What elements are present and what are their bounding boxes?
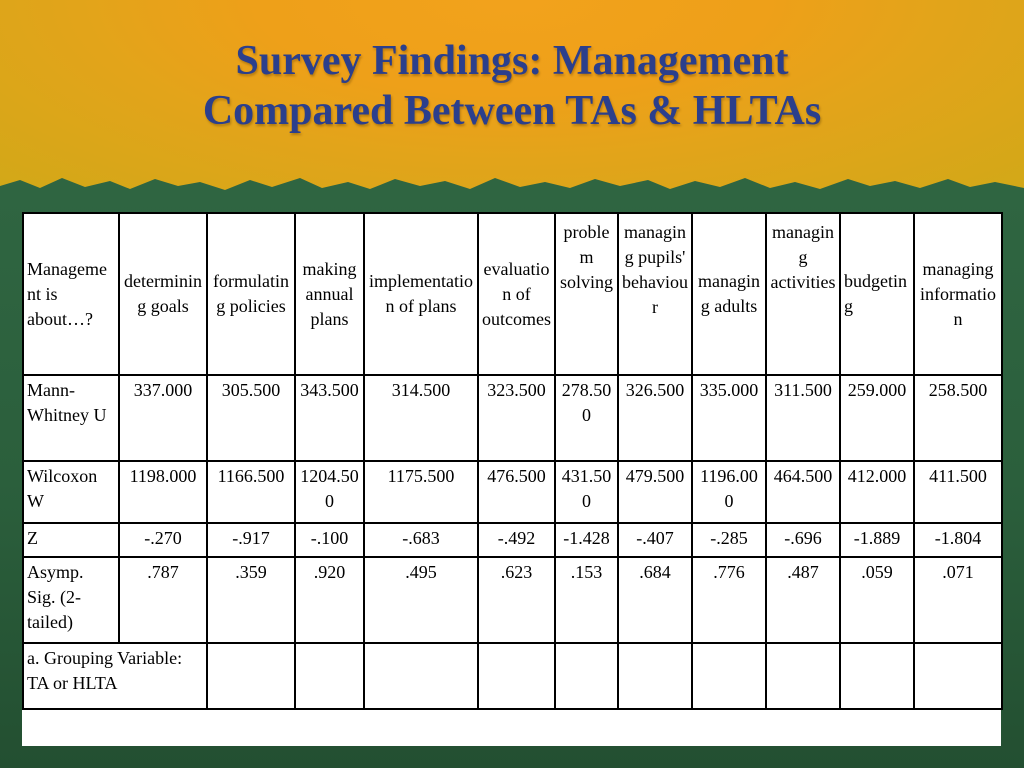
column-header: determining goals [119,213,207,375]
table-cell: -1.804 [914,523,1002,557]
table-cell: -.100 [295,523,364,557]
column-header: budgeting [840,213,914,375]
empty-cell [295,643,364,709]
table-cell: 1198.000 [119,461,207,523]
table-row [23,375,1002,461]
table-cell: -.407 [618,523,692,557]
column-header: implementation of plans [364,213,478,375]
table-row [23,461,1002,523]
empty-cell [692,643,766,709]
table-cell: .920 [295,557,364,643]
table-cell: .153 [555,557,618,643]
table-cell: 323.500 [478,375,555,461]
table-cell: 1175.500 [364,461,478,523]
column-header: managing pupils' behaviour [618,213,692,375]
table-cell: 411.500 [914,461,1002,523]
table-cell: -.285 [692,523,766,557]
table-cell: -1.428 [555,523,618,557]
table-cell: .059 [840,557,914,643]
row-label: Z [23,523,119,557]
table-cell: 258.500 [914,375,1002,461]
table-cell: -1.889 [840,523,914,557]
table-cell: 337.000 [119,375,207,461]
table-cell: -.696 [766,523,840,557]
table-cell: 479.500 [618,461,692,523]
title-line-1: Survey Findings: Management [235,38,789,84]
empty-cell [478,643,555,709]
table-cell: .495 [364,557,478,643]
column-header: making annual plans [295,213,364,375]
row-label: Wilcoxon W [23,461,119,523]
row-label: Asymp. Sig. (2-tailed) [23,557,119,643]
table-cell: .487 [766,557,840,643]
table-cell: 335.000 [692,375,766,461]
empty-cell [766,643,840,709]
table-cell: 314.500 [364,375,478,461]
table-cell: -.683 [364,523,478,557]
empty-cell [555,643,618,709]
table-cell: .623 [478,557,555,643]
empty-cell [840,643,914,709]
table-cell: .684 [618,557,692,643]
footnote-row [23,643,1002,709]
table-cell: 412.000 [840,461,914,523]
table-cell: 431.500 [555,461,618,523]
empty-cell [914,643,1002,709]
table-cell: 326.500 [618,375,692,461]
table-cell: -.492 [478,523,555,557]
header-row [23,213,1002,375]
table-row [23,523,1002,557]
table-row [23,557,1002,643]
table-cell: -.917 [207,523,295,557]
empty-cell [618,643,692,709]
table-cell: 305.500 [207,375,295,461]
column-header: managing activities [766,213,840,375]
table-cell: 464.500 [766,461,840,523]
table-cell: 476.500 [478,461,555,523]
table-cell: 343.500 [295,375,364,461]
table-cell: 1166.500 [207,461,295,523]
slide-title [0,36,1024,136]
column-header: managing adults [692,213,766,375]
table-cell: .776 [692,557,766,643]
table-cell: 1196.000 [692,461,766,523]
table-cell: .071 [914,557,1002,643]
column-header: evaluation of outcomes [478,213,555,375]
table-cell: .787 [119,557,207,643]
empty-cell [364,643,478,709]
column-header: managing information [914,213,1002,375]
title-line-2: Compared Between TAs & HLTAs [202,88,822,134]
table-cell: -.270 [119,523,207,557]
column-header: problem solving [555,213,618,375]
table-cell: 259.000 [840,375,914,461]
row-label: Mann-Whitney U [23,375,119,461]
results-table [22,212,1003,710]
footnote: a. Grouping Variable: TA or HLTA [23,643,207,709]
table-cell: 278.500 [555,375,618,461]
table-cell: .359 [207,557,295,643]
table-cell: 311.500 [766,375,840,461]
table-cell: 1204.500 [295,461,364,523]
empty-cell [207,643,295,709]
column-header: formulating policies [207,213,295,375]
corner-header: Management is about…? [23,213,119,375]
